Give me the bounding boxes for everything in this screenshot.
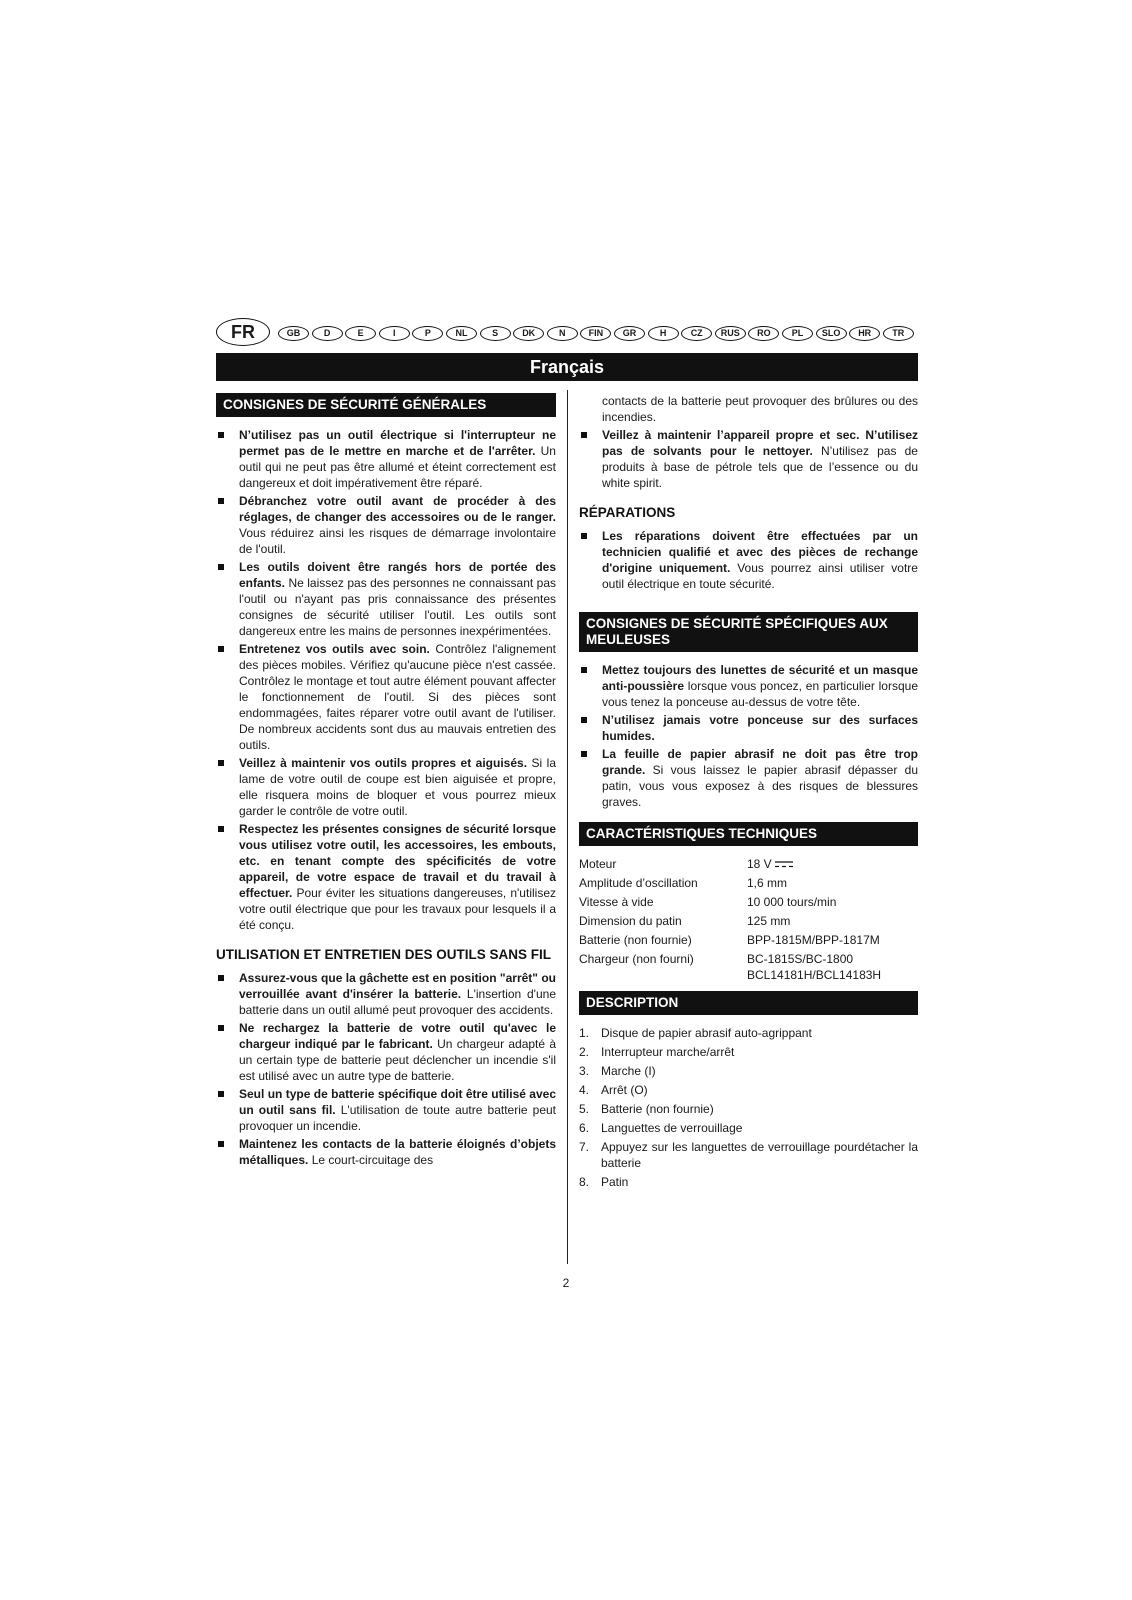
language-tab-n[interactable]: N [547, 326, 578, 341]
language-nav [216, 318, 918, 348]
general-safety-list [216, 427, 556, 933]
column-divider [567, 390, 568, 1264]
list-item: Maintenez les contacts de la batterie éloignés d’objets métalliques. Le court-circuitage des [216, 1136, 556, 1168]
right-column [579, 393, 918, 1193]
description-heading: DESCRIPTION [579, 991, 918, 1015]
list-item: Veillez à maintenir l’appareil propre et sec. N’utilisez pas de solvants pour le nettoyer. N’utilisez pas de produits à base de pétrole tels que de l’essence ou du white spirit. [579, 427, 918, 491]
list-item: N’utilisez pas un outil électrique si l'interrupteur ne permet pas de le mettre en marche et de l'arrêter. Un outil qui ne peut pas être allumé et éteint correctement est dangereux et doit impérativement être réparé. [216, 427, 556, 491]
cordless-safety-list [216, 970, 556, 1168]
list-item: 1. Disque de papier abrasif auto-agrippant [579, 1026, 812, 1040]
spec-key: Batterie (non fournie) [579, 933, 692, 947]
list-item: 3. Marche (I) [579, 1064, 656, 1078]
list-item: Mettez toujours des lunettes de sécurité et un masque anti-poussière lorsque vous poncez, en particulier lorsque vous tenez la ponceuse au-dessus de votre tête. [579, 662, 918, 710]
list-item: Veillez à maintenir vos outils propres et aiguisés. Si la lame de votre outil de coupe est bien aiguisée et propre, elle risquera moins de bloquer et vous pourrez mieux garder le contrôle de votre outil. [216, 755, 556, 819]
language-tab-gr[interactable]: GR [614, 326, 645, 341]
list-item: 4. Arrêt (O) [579, 1083, 648, 1097]
language-tab-p[interactable]: P [412, 326, 443, 341]
list-item: Entretenez vos outils avec soin. Contrôlez l'alignement des pièces mobiles. Vérifiez qu'aucune pièce n'est cassée. Contrôlez le montage et tout autre élément pouvant affecter le fonctionnement de l'outil. Si des pièces sont endommagées, faites réparer votre outil avant de l'utiliser. De nombreux accidents sont dus au mauvais entretien des outils. [216, 641, 556, 753]
spec-value: 1,6 mm [747, 876, 788, 890]
spec-row [579, 856, 918, 875]
list-item: 7. Appuyez sur les languettes de verrouillage pourdétacher la batterie [579, 1140, 918, 1170]
specs-heading: CARACTÉRISTIQUES TECHNIQUES [579, 822, 918, 846]
language-current-badge: FR [216, 318, 270, 346]
language-tab-ro[interactable]: RO [748, 326, 779, 341]
spec-key: Amplitude d’oscillation [579, 876, 698, 890]
spec-row [579, 913, 918, 932]
description-list [579, 1025, 918, 1190]
language-tab-dk[interactable]: DK [513, 326, 544, 341]
list-item: Les réparations doivent être effectuées par un technicien qualifié et avec des pièces de rechange d'origine uniquement. Vous pourrez ainsi utiliser votre outil électrique en toute sécurité. [579, 528, 918, 592]
list-item: N’utilisez jamais votre ponceuse sur des surfaces humides. [579, 712, 918, 744]
continuation-text: contacts de la batterie peut provoquer des brûlures ou des incendies. [602, 394, 918, 424]
specs-table [579, 856, 918, 983]
page-title: Français [216, 353, 918, 381]
language-tab-e[interactable]: E [345, 326, 376, 341]
list-item: 6. Languettes de verrouillage [579, 1121, 743, 1135]
language-tab-s[interactable]: S [480, 326, 511, 341]
repairs-heading: RÉPARATIONS [579, 505, 676, 520]
spec-value: 18 V [747, 856, 918, 875]
language-tab-hr[interactable]: HR [849, 326, 880, 341]
page-number: 2 [562, 1276, 570, 1290]
language-tab-slo[interactable]: SLO [816, 326, 847, 341]
list-item: 5. Batterie (non fournie) [579, 1102, 714, 1116]
list-item: Seul un type de batterie spécifique doit être utilisé avec un outil sans fil. L'utilisation de toute autre batterie peut provoquer un incendie. [216, 1086, 556, 1134]
spec-key: Chargeur (non fourni) [579, 952, 694, 966]
spec-row [579, 951, 918, 983]
spec-row [579, 932, 918, 951]
language-tab-pl[interactable]: PL [782, 326, 813, 341]
repairs-list [579, 528, 918, 592]
specific-safety-heading: CONSIGNES DE SÉCURITÉ SPÉCIFIQUES AUX MEULEUSES [579, 612, 918, 652]
language-tab-gb[interactable]: GB [278, 326, 309, 341]
list-item: 8. Patin [579, 1175, 629, 1189]
list-item: Assurez-vous que la gâchette est en position "arrêt" ou verrouillée avant d'insérer la batterie. L'insertion d'une batterie dans un outil allumé peut provoquer des accidents. [216, 970, 556, 1018]
spec-value: 125 mm [747, 914, 791, 928]
language-tab-h[interactable]: H [648, 326, 679, 341]
left-column [216, 393, 556, 1170]
spec-value: 10 000 tours/min [747, 895, 837, 909]
spec-value: BPP-1815M/BPP-1817M [747, 933, 880, 947]
list-item: Les outils doivent être rangés hors de portée des enfants. Ne laissez pas des personnes ne connaissant pas l'outil ou n'ayant pas pris connaissance des présentes consignes de sécurité utiliser l'outil. Les outils sont dangereux entre les mains de personnes inexpérimentées. [216, 559, 556, 639]
language-tab-tr[interactable]: TR [883, 326, 914, 341]
dc-current-icon [775, 861, 793, 868]
list-item: Débranchez votre outil avant de procéder à des réglages, de changer des accessoires ou de le ranger. Vous réduirez ainsi les risques de démarrage involontaire de l'outil. [216, 493, 556, 557]
spec-key: Dimension du patin [579, 914, 682, 928]
list-item: La feuille de papier abrasif ne doit pas être trop grande. Si vous laissez le papier abrasif dépasser du patin, vous vous exposez à des risques de blessures graves. [579, 746, 918, 810]
language-tab-fin[interactable]: FIN [580, 326, 611, 341]
list-item: Ne rechargez la batterie de votre outil qu'avec le chargeur indiqué par le fabricant. Un chargeur adapté à un certain type de batterie peut déclencher un incendie s'il est utilisé avec un autre type de batterie. [216, 1020, 556, 1084]
spec-value: BC-1815S/BC-1800 BCL14181H/BCL14183H [747, 952, 882, 982]
list-item: Respectez les présentes consignes de sécurité lorsque vous utilisez votre outil, les accessoires, les embouts, etc. en tenant compte des spécificités de votre appareil, de votre espace de travail et du travail à effectuer. Pour éviter les situations dangereuses, n'utilisez votre outil électrique que pour les travaux pour lesquels il a été conçu. [216, 821, 556, 933]
language-tab-nl[interactable]: NL [446, 326, 477, 341]
spec-row [579, 894, 918, 913]
language-tab-d[interactable]: D [312, 326, 343, 341]
spec-row [579, 875, 918, 894]
spec-key: Moteur [579, 857, 617, 871]
language-tab-rus[interactable]: RUS [715, 326, 746, 341]
language-tab-cz[interactable]: CZ [681, 326, 712, 341]
clean-list [579, 427, 918, 491]
language-tab-i[interactable]: I [379, 326, 410, 341]
spec-key: Vitesse à vide [579, 895, 654, 909]
general-safety-heading: CONSIGNES DE SÉCURITÉ GÉNÉRALES [216, 393, 556, 417]
specific-safety-list [579, 662, 918, 810]
cordless-heading: UTILISATION ET ENTRETIEN DES OUTILS SANS FIL [216, 947, 552, 962]
list-item: 2. Interrupteur marche/arrêt [579, 1045, 735, 1059]
